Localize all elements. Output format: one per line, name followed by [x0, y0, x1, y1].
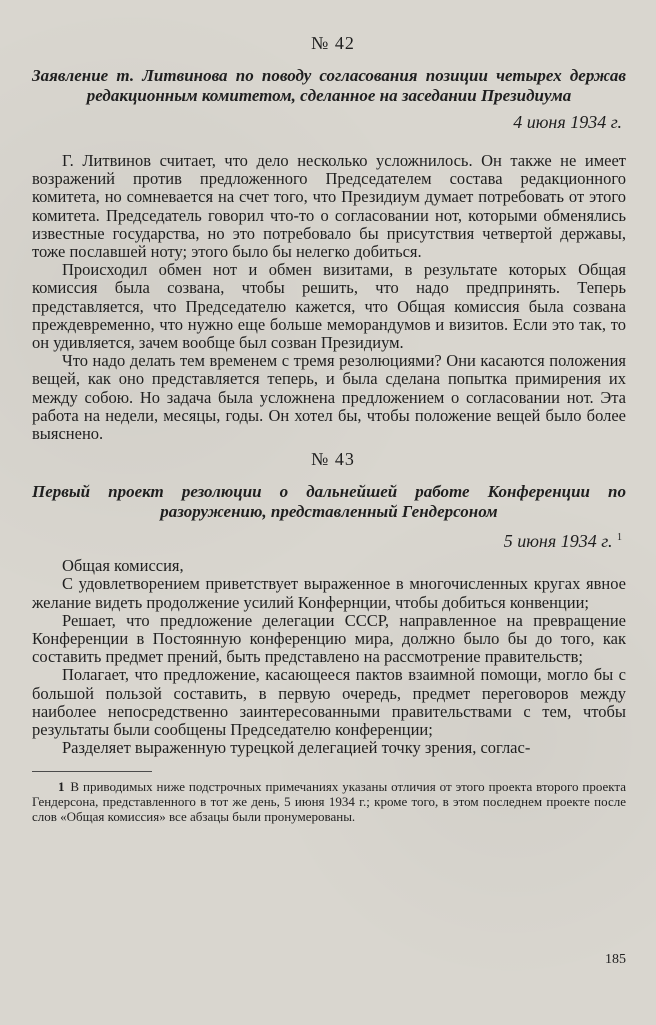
paragraph: Разделяет выраженную турецкой делегацией точку зрения, соглас- — [62, 738, 531, 758]
paragraph: Г. Литвинов считает, что дело несколько усложнилось. Он также не имеет возражений против предложенного Председателем состава редакционного комитета, но сомневается на счет того, что Президиум думает потребовать от этого комитета. Председатель говорил что-то о согласовании нот, которыми обменялись известные государства, но это потребовало бы присутствия четвертой державы, тоже пославшей ноту; этого было бы нелегко добиться. — [32, 151, 626, 262]
paragraph: Что надо делать тем временем с тремя резолюциями? Они касаются положения вещей, как оно представляется теперь, и была сделана попытка примирения их между собою. Но задача была усложнена предложением о согласовании нот. Эта работа на недели, месяцы, годы. Он хотел бы, чтобы положение вещей было более выяснено. — [32, 351, 626, 444]
page-number: 185 — [605, 952, 626, 967]
footnote-separator — [32, 771, 152, 772]
date-text: 5 июня 1934 г. — [503, 531, 613, 552]
document-date-42: 4 июня 1934 г. — [513, 112, 622, 132]
footnote — [32, 779, 626, 824]
paragraph: Решает, что предложение делегации СССР, направленное на превращение Конференции в Постоянную конференцию мира, должно было бы до того, как составить предмет прений, быть представлено на рассмотрение правительств; — [32, 610, 626, 667]
document-body-42 — [32, 152, 626, 443]
paragraph: Происходил обмен нот и обмен визитами, в результате которых Общая комиссия была созвана, чтобы решить, что надо предпринять. Теперь представляется, что Председателю кажется, что Общая комиссия была созвана преждевременно, что нужно еще больше меморандумов и визитов. Если это так, то он удивляется, зачем вообще был созван Президиум. — [32, 260, 626, 353]
footnote-mark: 1 — [58, 779, 65, 795]
document-title-43: Первый проект резолюции о дальнейшей работе Конференции по разоружению, представленный Гендерсоном — [32, 482, 626, 522]
document-number-43: № 43 — [311, 449, 355, 470]
document-number-42: № 42 — [311, 33, 355, 53]
footnote-reference: 1 — [617, 532, 622, 544]
paragraph: Общая комиссия, — [62, 556, 184, 576]
document-body-43 — [32, 557, 626, 757]
footnote-text: В приводимых ниже подстрочных примечаниях указаны отличия от этого проекта второго проекта Гендерсона, представленного в тот же день, 5 июня 1934 г.; кроме того, в этом последнем проекте после слов «Общая комиссия» все абзацы были пронумерованы. — [32, 779, 627, 825]
document-date-43 — [32, 528, 622, 551]
paragraph: Полагает, что предложение, касающееся пактов взаимной помощи, могло бы с большой пользой составить, в первую очередь, предмет переговоров между наиболее непосредственно заинтересованными правительствами с тем, чтобы результаты были сообщены Председателю конференции; — [32, 665, 626, 740]
document-title-42: Заявление т. Литвинова по поводу согласования позиции четырех держав редакционным комитетом, сделанное на заседании Президиума — [32, 66, 626, 105]
paragraph: С удовлетворением приветствует выраженное в многочисленных кругах явное желание видеть продолжение усилий Конфернции, чтобы добиться конвенции; — [32, 574, 626, 612]
